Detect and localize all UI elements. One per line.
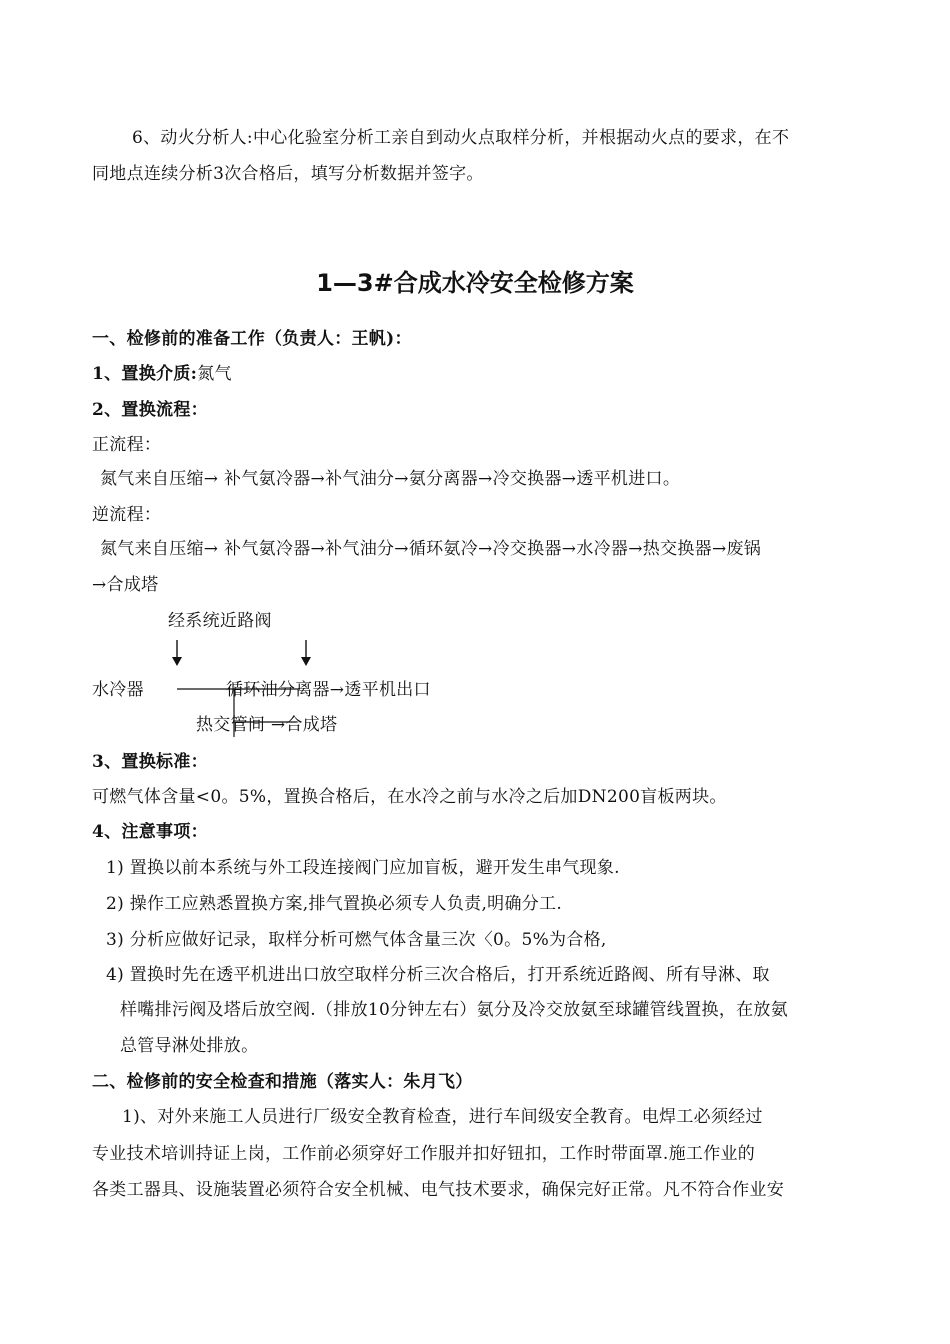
item1-label: 1、置换介质: [92, 364, 198, 384]
reverse-flow-line2: →合成塔 [92, 575, 159, 595]
note-4-cont1: 样嘴排污阀及塔后放空阀.（排放10分钟左右）氨分及冷交放氨至球罐管线置换，在放氨 [120, 1000, 789, 1020]
reverse-flow-label: 逆流程： [92, 505, 162, 525]
item1-value: 氮气 [197, 364, 232, 384]
water-cooler-label: 水冷器 [92, 680, 144, 700]
section2-heading: 二、检修前的安全检查和措施（落实人：朱月飞） [92, 1072, 473, 1092]
note-3: 3) 分析应做好记录，取样分析可燃气体含量三次〈0。5%为合格, [106, 930, 607, 950]
item4-label: 4、注意事项： [92, 822, 208, 842]
branch-top-label: 循环油分离器→透平机出口 [226, 680, 431, 700]
reverse-flow-line1: 氮气来自压缩→ 补气氨冷器→补气油分→循环氨冷→冷交换器→水冷器→热交换器→废锅 [100, 539, 762, 559]
note-2: 2) 操作工应熟悉置换方案,排气置换必须专人负责,明确分工. [106, 894, 563, 914]
branch-bottom-label: 热交管间 →合成塔 [196, 715, 338, 735]
item3-label: 3、置换标准： [92, 752, 208, 772]
para-6-line1: 6、动火分析人:中心化验室分析工亲自到动火点取样分析，并根据动火点的要求，在不 [132, 128, 790, 148]
item3-text: 可燃气体含量<0。5%，置换合格后，在水冷之前与水冷之后加DN200盲板两块。 [92, 787, 727, 807]
bypass-arrow-left-head [172, 657, 182, 666]
para-6-line2: 同地点连续分析3次合格后，填写分析数据并签字。 [92, 164, 484, 184]
note-4-cont2: 总管导淋处排放。 [120, 1036, 259, 1056]
item1-line [92, 362, 232, 386]
section2-para-line3: 各类工器具、设施装置必须符合安全机械、电气技术要求，确保完好正常。凡不符合作业安 [92, 1180, 784, 1200]
note-4: 4) 置换时先在透平机进出口放空取样分析三次合格后，打开系统近路阀、所有导淋、取 [106, 965, 770, 985]
bypass-arrow-right-head [301, 657, 311, 666]
note-1: 1) 置换以前本系统与外工段连接阀门应加盲板，避开发生串气现象. [106, 858, 620, 878]
section2-para-line2: 专业技术培训持证上岗，工作前必须穿好工作服并扣好钮扣，工作时带面罩.施工作业的 [92, 1144, 756, 1164]
section2-para-line1: 1)、对外来施工人员进行厂级安全教育检查，进行车间级安全教育。电焊工必须经过 [122, 1107, 763, 1127]
section1-heading: 一、检修前的准备工作（负责人：王帆)： [92, 329, 412, 349]
item2-label: 2、置换流程： [92, 400, 208, 420]
forward-flow-label: 正流程： [92, 435, 162, 455]
bypass-valve-label: 经系统近路阀 [168, 611, 272, 631]
document-title: 1—3#合成水冷安全检修方案 [316, 269, 634, 297]
forward-flow: 氮气来自压缩→ 补气氨冷器→补气油分→氨分离器→冷交换器→透平机进口。 [100, 469, 681, 489]
